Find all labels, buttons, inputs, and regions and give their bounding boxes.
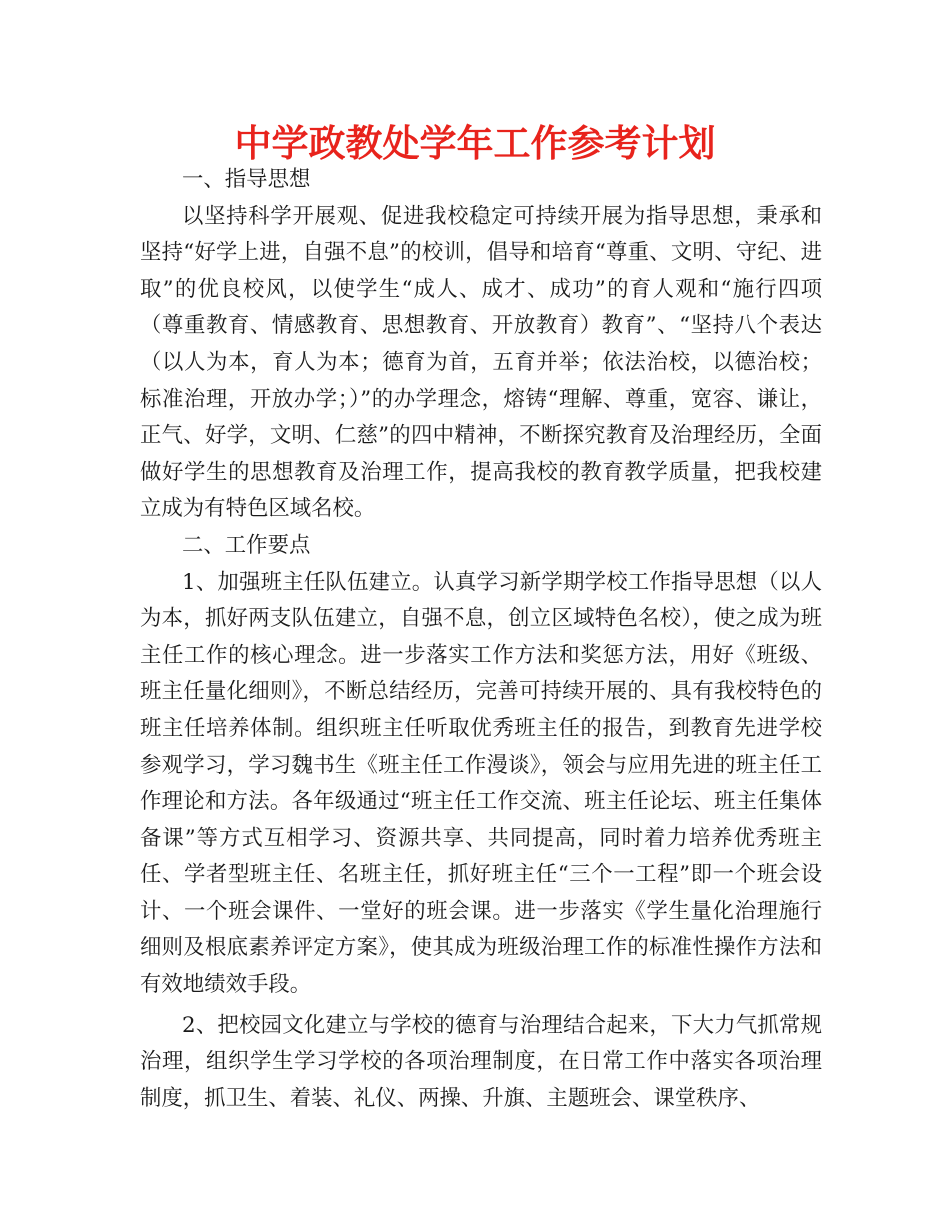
paragraph-point-2: 2、把校园文化建立与学校的德育与治理结合起来，下大力气抓常规治理，组织学生学习学校的各项治理制度，在日常工作中落实各项治理制度，抓卫生、着装、礼仪、两操、升旗、主题班会、课堂秩序、 — [140, 1012, 822, 1111]
section-heading-work-points: 二、工作要点 — [182, 532, 311, 558]
document-body — [140, 162, 822, 1117]
paragraph-point-1: 1、加强班主任队伍建立。认真学习新学期学校工作指导思想（以人为本，抓好两支队伍建立，自强不息，创立区域特色名校），使之成为班主任工作的核心理念。进一步落实工作方法和奖惩方法，用好《班级、班主任量化细则》，不断总结经历，完善可持续开展的、具有我校特色的班主任培养体制。组织班主任听取优秀班主任的报告，到教育先进学校参观学习，学习魏书生《班主任工作漫谈》，领会与应用先进的班主任工作理论和方法。各年级通过“班主任工作交流、班主任论坛、班主任集体备课”等方式互相学习、资源共享、共同提高，同时着力培养优秀班主任、学者型班主任、名班主任，抓好班主任“三个一工程”即一个班会设计、一个班会课件、一堂好的班会课。进一步落实《学生量化治理施行细则及根底素养评定方案》，使其成为班级治理工作的标准性操作方法和有效地绩效手段。 — [140, 569, 822, 998]
paragraph-guiding-ideology: 以坚持科学开展观、促进我校稳定可持续开展为指导思想，秉承和坚持“好学上进，自强不息”的校训，倡导和培育“尊重、文明、守纪、进取”的优良校风，以使学生“成人、成才、成功”的育人观和“施行四项（尊重教育、情感教育、思想教育、开放教育）教育”、“坚持八个表达（以人为本，育人为本；德育为首，五育并举；依法治校，以德治校；标准治理，开放办学；）”的办学理念，熔铸“理解、尊重，宽容、谦让，正气、好学，文明、仁慈”的四中精神，不断探究教育及治理经历，全面做好学生的思想教育及治理工作，提高我校的教育教学质量，把我校建立成为有特色区域名校。 — [140, 203, 822, 522]
section-heading-guiding-ideology: 一、指导思想 — [182, 167, 311, 192]
page-title: 中学政教处学年工作参考计划 — [234, 122, 716, 165]
